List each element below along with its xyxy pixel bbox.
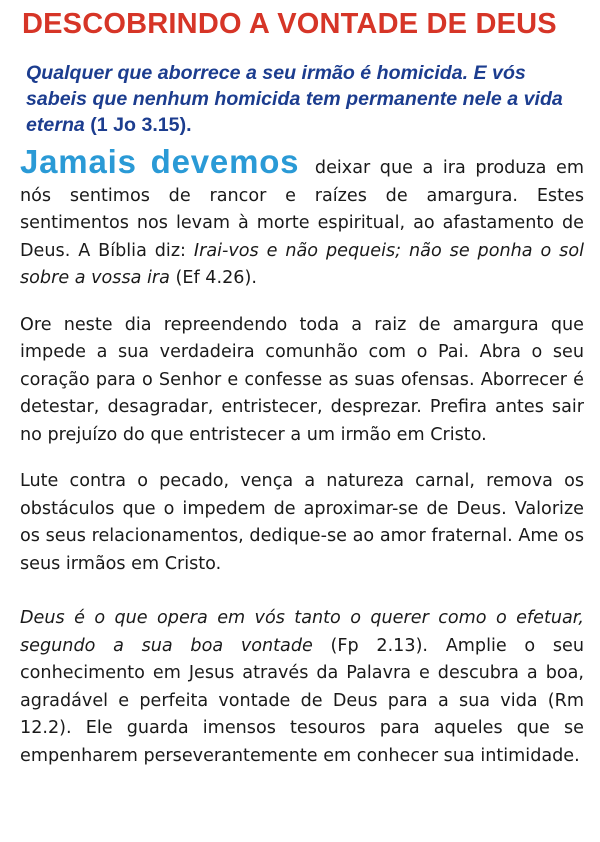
page-title: DESCOBRINDO A VONTADE DE DEUS bbox=[22, 8, 557, 40]
paragraph-2-text: Ore neste dia repreendendo toda a raiz de amargura que impede a sua verdadeira comunhão com o Pai. Abra o seu coração para o Senhor e confesse as suas ofensas. Aborrecer é detestar, desagradar, entristecer, desprezar. Prefira antes sair no prejuízo do que entristecer a um irmão em Cristo. bbox=[20, 314, 584, 445]
key-verse-reference: (1 Jo 3.15). bbox=[90, 114, 192, 136]
paragraph-2 bbox=[20, 312, 584, 450]
paragraph-4-text: (Fp 2.13). Amplie o seu conhecimento em Jesus através da Palavra e descubra a boa, agradável e perfeita vontade de Deus para a sua vida (Rm 12.2). Ele guarda imensos tesouros para aqueles que se empenharem perseverantemente em conhecer sua intimidade. bbox=[20, 635, 585, 766]
paragraph-1-text: deixar que a ira produza em nós sentimos de rancor e raízes de amargura. Estes sentimentos nos levam à morte espiritual, ao afastamento de Deus. A Bíblia diz: bbox=[20, 158, 584, 261]
paragraph-1-reference: (Ef 4.26). bbox=[169, 268, 257, 288]
paragraph-3 bbox=[20, 468, 584, 578]
lead-in-words: Jamais devemos bbox=[20, 143, 300, 180]
paragraph-4-quote: Deus é o que opera em vós tanto o querer como o efetuar, segundo a sua boa vontade bbox=[20, 608, 584, 656]
paragraph-4 bbox=[20, 605, 584, 770]
key-verse bbox=[26, 60, 584, 138]
paragraph-1 bbox=[20, 143, 585, 293]
paragraph-3-text: Lute contra o pecado, vença a natureza carnal, remova os obstáculos que o impedem de aproximar-se de Deus. Valorize os seus relacionamentos, dedique-se ao amor fraternal. Ame os seus irmãos em Cristo. bbox=[20, 471, 584, 574]
paragraph-1-quote: Irai-vos e não pequeis; não se ponha o sol sobre a vossa ira bbox=[20, 240, 585, 288]
key-verse-text: Qualquer que aborrece a seu irmão é homicida. E vós sabeis que nenhum homicida tem permanente nele a vida eterna bbox=[26, 62, 563, 136]
